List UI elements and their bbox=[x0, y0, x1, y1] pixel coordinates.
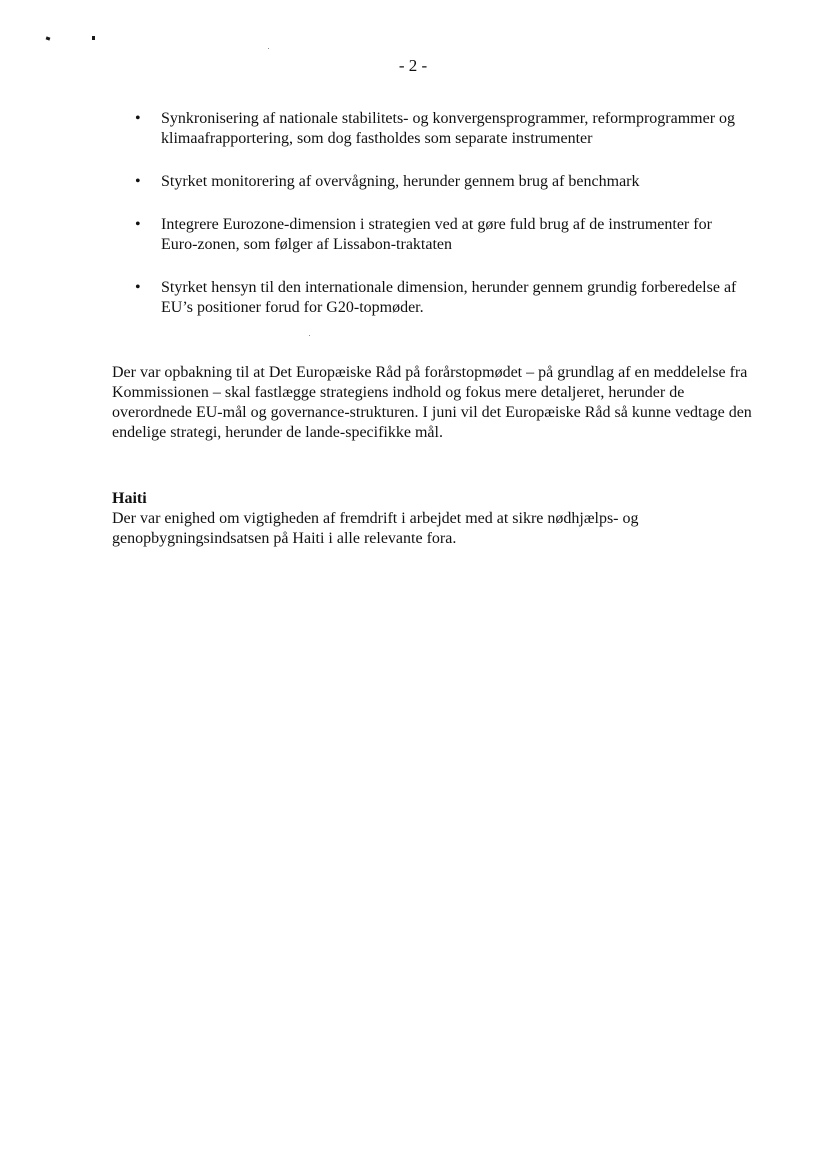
bullet-item bbox=[112, 278, 752, 318]
bullet-icon: • bbox=[135, 110, 141, 127]
bullet-icon: • bbox=[135, 216, 141, 233]
bullet-text: Styrket hensyn til den internationale dimension, herunder gennem grundig forberedelse af EU’s positioner forud for G20-topmøder. bbox=[161, 279, 737, 316]
bullet-text: Synkronisering af nationale stabilitets- og konvergensprogrammer, reformprogrammer og klimaafrapportering, som dog fastholdes som separate instrumenter bbox=[161, 110, 736, 147]
scan-speck bbox=[92, 36, 95, 40]
bullet-item bbox=[112, 172, 752, 192]
bullet-item bbox=[112, 215, 752, 255]
bullet-icon: • bbox=[135, 173, 141, 190]
bullet-list bbox=[112, 109, 752, 341]
bullet-text: Integrere Eurozone-dimension i strategien ved at gøre fuld brug af de instrumenter for Euro-zonen, som følger af Lissabon-traktaten bbox=[161, 216, 712, 253]
body-paragraph: Der var opbakning til at Det Europæiske Råd på forårstopmødet – på grundlag af en meddelelse fra Kommissionen – skal fastlægge strategiens indhold og fokus mere detaljeret, herunder de overordnede EU-mål og governance-strukturen. I juni vil det Europæiske Råd så kunne vedtage den endelige strategi, herunder de lande-specifikke mål. bbox=[112, 364, 752, 441]
scan-speck bbox=[268, 48, 269, 49]
bullet-item bbox=[112, 109, 752, 149]
scan-speck bbox=[46, 36, 51, 40]
section-heading: Haiti bbox=[112, 490, 147, 507]
body-paragraph: Der var enighed om vigtigheden af fremdrift i arbejdet med at sikre nødhjælps- og genopbygningsindsatsen på Haiti i alle relevante fora. bbox=[112, 510, 639, 547]
page-number: - 2 - bbox=[398, 56, 428, 75]
bullet-text: Styrket monitorering af overvågning, herunder gennem brug af benchmark bbox=[161, 173, 640, 190]
bullet-icon: • bbox=[135, 279, 141, 296]
